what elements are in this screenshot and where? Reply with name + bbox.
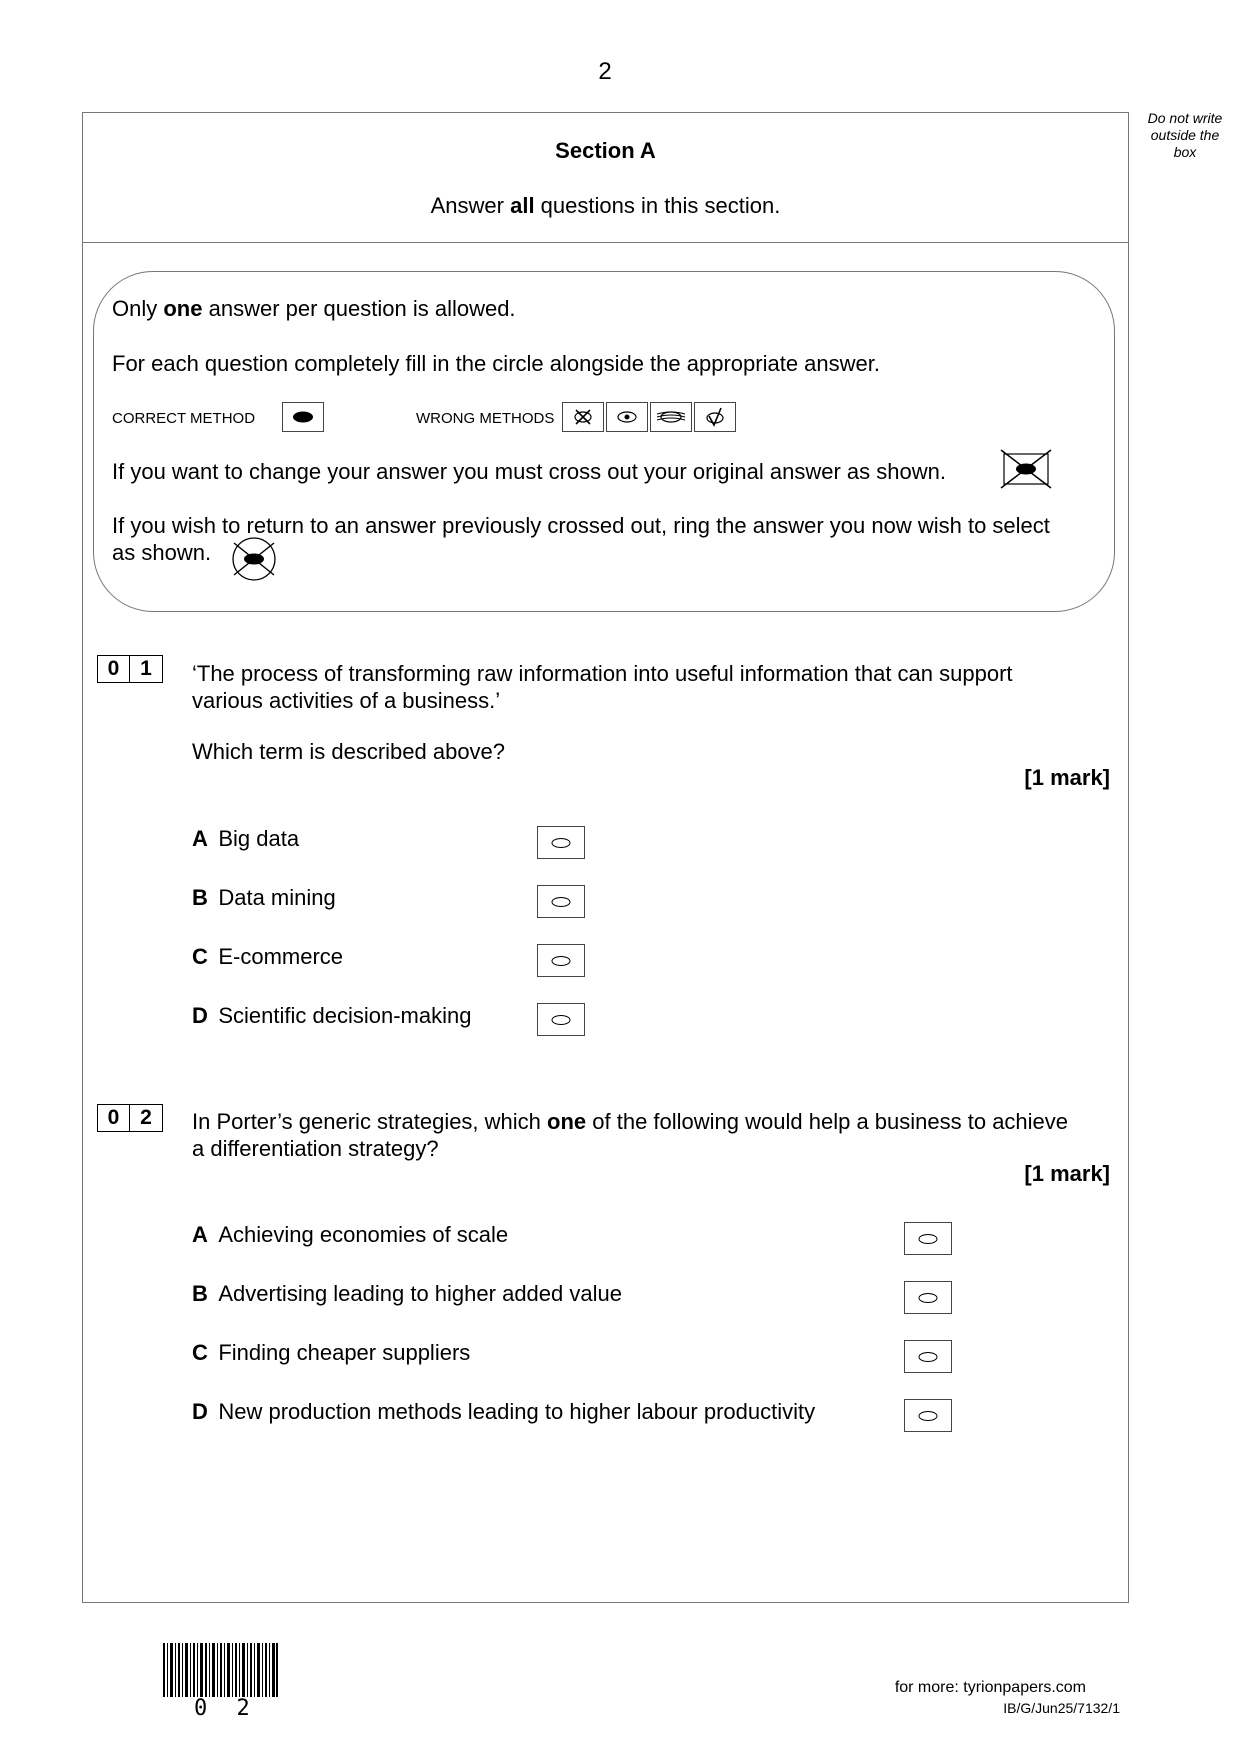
- question-number-digit: 2: [130, 1104, 163, 1132]
- option-letter: C: [192, 1340, 208, 1365]
- question-01-marks: [1 mark]: [1024, 765, 1110, 790]
- q02-option-b: [192, 1281, 622, 1307]
- wrong-method-dot: [606, 402, 648, 432]
- question-text-line: various activities of a business.’: [192, 688, 501, 713]
- option-letter: A: [192, 1222, 208, 1247]
- q02-answer-box-d[interactable]: [904, 1399, 952, 1432]
- instruction-return-line: If you wish to return to an answer previously crossed out, ring the answer you now wish to select: [112, 513, 1050, 538]
- question-number-01: [97, 655, 163, 683]
- option-letter: A: [192, 826, 208, 851]
- question-01-text: [192, 660, 1013, 714]
- answer-lozenge-icon: [917, 1410, 939, 1422]
- option-text: Advertising leading to higher added value: [218, 1281, 622, 1306]
- section-divider: [82, 242, 1129, 243]
- ringed-answer-icon: [226, 536, 282, 582]
- option-letter: C: [192, 944, 208, 969]
- q01-answer-box-b[interactable]: [537, 885, 585, 918]
- option-letter: D: [192, 1399, 208, 1424]
- q02-option-d: [192, 1399, 815, 1425]
- question-02-marks: [1 mark]: [1024, 1161, 1110, 1186]
- question-02-text: [192, 1108, 1068, 1162]
- question-01-prompt: Which term is described above?: [192, 739, 506, 764]
- margin-note-line: Do not write: [1147, 110, 1223, 126]
- question-text-line: a differentiation strategy?: [192, 1136, 439, 1161]
- option-text: E-commerce: [218, 944, 344, 969]
- scribbled-lozenge-icon: [654, 408, 688, 426]
- option-text: New production methods leading to higher labour productivity: [218, 1399, 816, 1424]
- answer-lozenge-icon: [917, 1233, 939, 1245]
- section-subtitle-post: questions in this section.: [534, 193, 781, 218]
- q01-option-d: [192, 1003, 471, 1029]
- q01-answer-box-c[interactable]: [537, 944, 585, 977]
- crossed-out-answer-icon: [1000, 449, 1052, 489]
- dotted-lozenge-icon: [615, 409, 639, 425]
- margin-note: [1130, 110, 1240, 161]
- q02-answer-box-c[interactable]: [904, 1340, 952, 1373]
- option-text: Big data: [218, 826, 300, 851]
- q01-answer-box-d[interactable]: [537, 1003, 585, 1036]
- question-number-digit: 0: [97, 1104, 130, 1132]
- q01-option-b: [192, 885, 336, 911]
- margin-note-line: outside the: [1150, 127, 1220, 143]
- answer-lozenge-icon: [550, 1014, 572, 1026]
- instruction-bold: one: [163, 296, 203, 321]
- option-text: Achieving economies of scale: [218, 1222, 509, 1247]
- option-text: Data mining: [218, 885, 336, 910]
- question-text-line: ‘The process of transforming raw information into useful information that can support: [192, 661, 1013, 686]
- wrong-method-scribble: [650, 402, 692, 432]
- ringed-example: [226, 536, 282, 587]
- barcode-icon: [163, 1643, 278, 1697]
- section-title: Section A: [555, 138, 656, 163]
- correct-method-example: [282, 402, 324, 432]
- question-number-digit: 0: [97, 655, 130, 683]
- option-letter: D: [192, 1003, 208, 1028]
- instruction-return-line: as shown.: [112, 540, 212, 565]
- section-subtitle-pre: Answer: [430, 193, 511, 218]
- q01-option-a: [192, 826, 299, 852]
- answer-lozenge-icon: [550, 896, 572, 908]
- page-number: 2: [598, 58, 612, 85]
- instruction-text: Only: [112, 296, 164, 321]
- instruction-one-answer: [112, 295, 516, 322]
- option-letter: B: [192, 885, 208, 910]
- wrong-method-tick: [694, 402, 736, 432]
- answer-lozenge-icon: [550, 837, 572, 849]
- q02-option-c: [192, 1340, 470, 1366]
- crossed-lozenge-icon: [571, 407, 595, 427]
- question-text-line: [192, 1108, 1068, 1135]
- q01-option-c: [192, 944, 343, 970]
- footer-paper-code: IB/G/Jun25/7132/1: [1003, 1700, 1120, 1716]
- footer-more-link[interactable]: for more: tyrionpapers.com: [894, 1679, 1086, 1696]
- correct-method-label: CORRECT METHOD: [112, 410, 256, 427]
- answer-lozenge-icon: [917, 1351, 939, 1363]
- margin-note-line: box: [1173, 144, 1197, 160]
- option-text: Scientific decision-making: [218, 1003, 472, 1028]
- ticked-lozenge-icon: [703, 406, 727, 428]
- instruction-fill-circle: For each question completely fill in the circle alongside the appropriate answer.: [112, 351, 880, 376]
- wrong-method-cross: [562, 402, 604, 432]
- question-text-pre: In Porter’s generic strategies, which: [192, 1109, 548, 1134]
- answer-lozenge-icon: [917, 1292, 939, 1304]
- wrong-methods-examples: [562, 402, 736, 432]
- barcode-digits: 0 2: [194, 1696, 258, 1721]
- answer-lozenge-icon: [550, 955, 572, 967]
- instruction-change-answer: If you want to change your answer you must cross out your original answer as shown.: [112, 459, 946, 484]
- option-letter: B: [192, 1281, 208, 1306]
- option-text: Finding cheaper suppliers: [218, 1340, 471, 1365]
- filled-lozenge-icon: [291, 410, 315, 424]
- q01-answer-box-a[interactable]: [537, 826, 585, 859]
- question-text-post: of the following would help a business to achieve: [586, 1109, 1069, 1134]
- instruction-text: answer per question is allowed.: [202, 296, 516, 321]
- crossed-out-example: [1000, 449, 1052, 494]
- q02-answer-box-b[interactable]: [904, 1281, 952, 1314]
- question-number-02: [97, 1104, 163, 1132]
- wrong-methods-label: WRONG METHODS: [416, 410, 555, 427]
- section-subtitle: [82, 193, 1129, 219]
- question-number-digit: 1: [130, 655, 163, 683]
- question-text-bold: one: [547, 1109, 587, 1134]
- q02-option-a: [192, 1222, 508, 1248]
- section-subtitle-bold: all: [510, 193, 535, 218]
- barcode: [163, 1643, 278, 1702]
- q02-answer-box-a[interactable]: [904, 1222, 952, 1255]
